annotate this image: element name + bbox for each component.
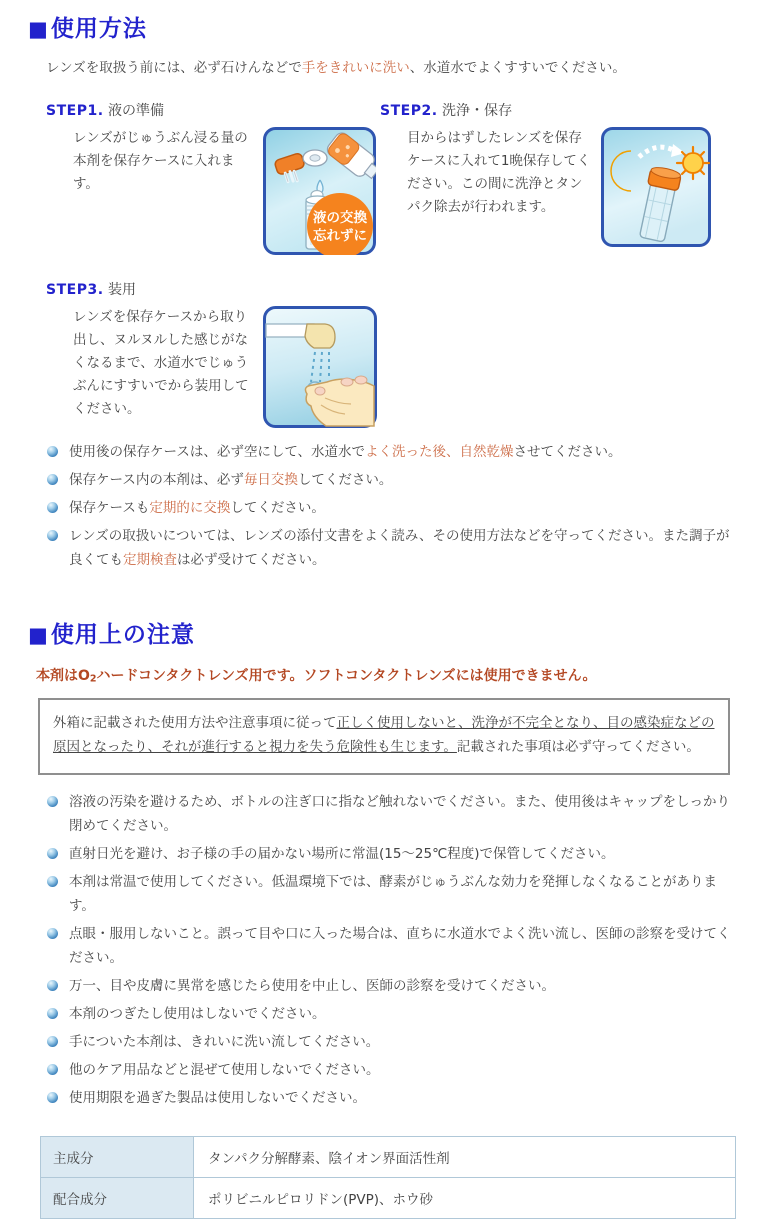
row-value: ポリビニルピロリドン(PVP)、ホウ砂: [194, 1177, 736, 1218]
step-2-heading: [380, 100, 740, 120]
note-text: 本剤は常温で使用してください。低温環境下では、酵素がじゅうぶんな効力を発揮しなくなることがあります。: [69, 873, 717, 914]
row-label: 配合成分: [41, 1177, 194, 1218]
note-text: 万一、目や皮膚に異常を感じたら使用を中止し、医師の診察を受けてください。: [69, 977, 555, 994]
bullet-icon: [47, 848, 58, 859]
step-3-title: 装用: [107, 281, 136, 298]
bullet-icon: [47, 1064, 58, 1075]
step-2-label: STEP2.: [380, 102, 438, 119]
bullet-icon: [47, 1036, 58, 1047]
note-text: 使用後の保存ケースは、必ず空にして、水道水でよく洗った後、自然乾燥させてください。: [69, 443, 622, 460]
bullet-icon: [47, 474, 58, 485]
step-3-block: [46, 279, 386, 428]
list-item: [46, 974, 731, 998]
section-title-text: 使用上の注意: [50, 621, 195, 648]
step-3-label: STEP3.: [46, 281, 104, 298]
usage-intro: レンズを取扱う前には、必ず石けんなどで手をきれいに洗い、水道水でよくすすいでください。: [46, 60, 626, 76]
bullet-icon: [47, 928, 58, 939]
step-1-title: 液の準備: [107, 102, 164, 119]
list-item: [46, 1086, 731, 1110]
step-3-body: レンズを保存ケースから取り出し、ヌルヌルした感じがなくなるまで、水道水でじゅうぶんにすすいでから装用してください。: [73, 308, 249, 418]
section-title-text: 使用方法: [50, 16, 147, 42]
list-item: [46, 842, 731, 866]
usage-notes-list: [46, 440, 770, 572]
blue-square-icon: ■: [28, 17, 49, 41]
rinse-lens-under-faucet-icon: [263, 306, 377, 428]
table-row: [41, 1136, 736, 1177]
list-item: [46, 524, 731, 572]
instruction-page: [0, 10, 770, 1208]
note-text: 保存ケース内の本剤は、必ず毎日交換してください。: [69, 471, 393, 488]
bullet-icon: [47, 796, 58, 807]
list-item: [46, 1002, 731, 1026]
note-text: 手についた本剤は、きれいに洗い流してください。: [69, 1033, 380, 1050]
step-1-body: レンズがじゅうぶん浸る量の本剤を保存ケースに入れます。: [73, 129, 248, 193]
step-1-block: [46, 100, 380, 255]
note-text: 使用期限を過ぎた製品は使用しないでください。: [69, 1089, 366, 1106]
step-2-title: 洗浄・保存: [441, 102, 512, 119]
list-item: [46, 496, 731, 520]
list-item: [46, 790, 731, 838]
note-text: 点眼・服用しないこと。誤って目や口に入った場合は、直ちに水道水でよく洗い流し、医師の診察を受けてください。: [69, 925, 731, 966]
bullet-icon: [47, 446, 58, 457]
list-item: [46, 1030, 731, 1054]
badge-text-2: 忘れずに: [313, 227, 367, 244]
step-1-heading: [46, 100, 380, 120]
caution-notes-list: [46, 790, 770, 1110]
bullet-icon: [47, 1092, 58, 1103]
step-2-block: [380, 100, 740, 255]
row-value: タンパク分解酵素、陰イオン界面活性剤: [194, 1136, 736, 1177]
step-3-heading: [46, 279, 386, 299]
row-label: 主成分: [41, 1136, 194, 1177]
note-text: 他のケア用品などと混ぜて使用しないでください。: [69, 1061, 380, 1078]
list-item: [46, 1058, 731, 1082]
steps-row-1: [46, 100, 770, 255]
caution-lead: 本剤はO2ハードコンタクトレンズ用です。ソフトコンタクトレンズには使用できません。: [36, 667, 597, 685]
list-item: [46, 468, 731, 492]
ingredients-table: [40, 1136, 736, 1219]
bullet-icon: [47, 530, 58, 541]
note-text: 保存ケースも定期的に交換してください。: [69, 499, 325, 516]
pour-solution-into-case-icon: [263, 127, 376, 255]
table-row: [41, 1177, 736, 1218]
note-text: 本剤のつぎたし使用はしないでください。: [69, 1005, 326, 1022]
list-item: [46, 922, 731, 970]
step-1-label: STEP1.: [46, 102, 104, 119]
bullet-icon: [47, 1008, 58, 1019]
case-overnight-moon-sun-icon: [601, 127, 711, 247]
section-title-caution: [28, 616, 770, 649]
note-text: 溶液の汚染を避けるため、ボトルの注ぎ口に指など触れないでください。また、使用後はキャップをしっかり閉めてください。: [69, 793, 730, 834]
list-item: [46, 870, 731, 918]
bullet-icon: [47, 502, 58, 513]
list-item: [46, 440, 731, 464]
warning-box: 外箱に記載された使用方法や注意事項に従って正しく使用しないと、洗浄が不完全となり、目の感染症などの原因となったり、それが進行すると視力を失う危険性も生じます。記載された事項は必ず守ってください。: [38, 698, 730, 775]
step-2-body: 目からはずしたレンズを保存ケースに入れて1晩保存してください。この間に洗浄とタンパク除去が行われます。: [407, 129, 591, 216]
note-text: レンズの取扱いについては、レンズの添付文書をよく読み、その使用方法などを守ってください。また調子が良くても定期検査は必ず受けてください。: [69, 527, 730, 568]
note-text: 直射日光を避け、お子様の手の届かない場所に常温(15～25℃程度)で保管してください。: [69, 845, 615, 862]
badge-text-1: 液の交換: [313, 209, 367, 226]
bullet-icon: [47, 980, 58, 991]
blue-square-icon: ■: [28, 622, 49, 647]
section-title-usage: [28, 10, 770, 43]
bullet-icon: [47, 876, 58, 887]
